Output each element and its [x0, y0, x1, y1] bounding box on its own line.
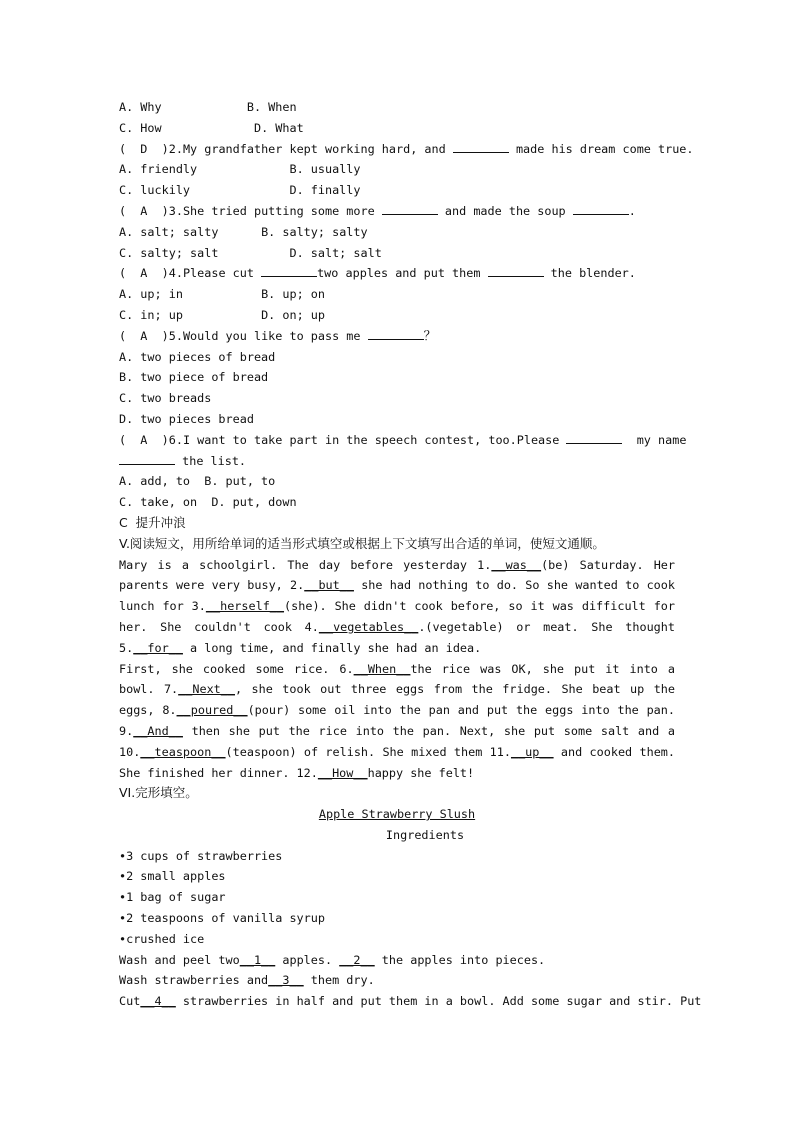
section-6-title: VI.完形填空。: [119, 785, 198, 801]
filled-answer: __but__: [304, 578, 354, 593]
q1-option-a: A. Why: [119, 100, 162, 114]
q1-options-row2: [119, 118, 675, 139]
q2-options-row2: C. luckily D. finally: [119, 183, 361, 198]
cloze-blank: __1__: [239, 952, 276, 967]
cloze-blank: __2__: [339, 952, 375, 967]
recipe-title: Apple Strawberry Slush: [318, 807, 476, 822]
question-6: ( A )6.I want to take part in the speech contest, too.Please my name: [119, 430, 675, 451]
answer-mark: ( A ): [119, 203, 169, 218]
q5-option-a: A. two pieces of bread: [119, 349, 276, 364]
question-6-line2: the list.: [119, 451, 675, 472]
answer-blank: [573, 201, 629, 215]
filled-answer: __vegetables__: [318, 619, 419, 634]
question-5: ( A )5.Would you like to pass me ？: [119, 327, 437, 343]
q3-options-row2: C. salty; salt D. salt; salt: [119, 245, 382, 260]
q1-option-d: D. What: [253, 120, 304, 135]
recipe-subtitle: Ingredients: [385, 827, 465, 842]
q4-options-row1: A. up; in B. up; on: [119, 287, 325, 302]
filled-answer: __herself__: [205, 599, 285, 614]
q1-option-b: B. When: [246, 100, 297, 114]
filled-answer: __up__: [510, 744, 554, 759]
filled-answer: __When__: [353, 661, 411, 676]
question-4: ( A )4.Please cut two apples and put them the blender.: [119, 263, 675, 284]
q2-options-row1: A. friendly B. usually: [119, 162, 361, 177]
filled-answer: __poured__: [176, 703, 248, 718]
answer-blank: [368, 326, 424, 340]
cloze-blank: __3__: [268, 973, 304, 988]
question-3: ( A )3.She tried putting some more and made the soup .: [119, 201, 675, 222]
q3-options-row1: A. salt; salty B. salty; salty: [119, 224, 368, 239]
q4-options-row2: C. in; up D. on; up: [119, 307, 325, 322]
question-2: ( D )2.My grandfather kept working hard, and made his dream come true.: [119, 139, 675, 160]
ingredient-item: •2 teaspoons of vanilla syrup: [119, 911, 325, 926]
q1-option-c: C. How: [119, 120, 162, 135]
recipe-step-3: Cut__4__ strawberries in half and put them in a bowl. Add some sugar and stir. Put: [119, 994, 702, 1009]
section-c-heading: C 提升冲浪: [119, 514, 186, 530]
answer-blank: [261, 263, 317, 277]
answer-mark: ( A ): [119, 328, 169, 343]
q5-option-b: B. two piece of bread: [119, 370, 269, 385]
filled-answer: __Next__: [178, 682, 235, 697]
filled-answer: __was__: [491, 557, 542, 572]
document-page: [119, 97, 702, 1012]
answer-blank: [382, 201, 438, 215]
answer-mark: ( A ): [119, 432, 169, 447]
ingredient-item: •crushed ice: [119, 931, 205, 946]
ingredient-item: •3 cups of strawberries: [119, 848, 283, 863]
q1-options-row1: [119, 97, 675, 118]
answer-blank: [488, 263, 544, 277]
recipe-step-1: Wash and peel two__1__ apples. __2__ the apples into pieces.: [119, 952, 546, 967]
q6-options-row2: C. take, on D. put, down: [119, 495, 297, 510]
filled-answer: __teaspoon__: [140, 744, 226, 759]
recipe-step-2: Wash strawberries and__3__ them dry.: [119, 973, 375, 988]
ingredient-item: •2 small apples: [119, 869, 226, 884]
answer-blank: [566, 430, 622, 444]
passage-paragraph-1: Mary is a schoolgirl. The day before yesterday 1.__was__(be) Saturday. Her parents were very busy, 2.__but__ she had nothing to do. So she wanted to cook lunch for 3.__herself__(she). She didn't cook before, so it was difficult for her. She couldn't cook 4.__vegetables__.(vegetable) or meat. She thought 5.__for__ a long time, and finally she had an idea.: [119, 557, 676, 655]
answer-mark: ( A ): [119, 266, 169, 281]
question-text: My grandfather kept working hard, and: [182, 141, 446, 156]
answer-blank: [453, 139, 509, 153]
cloze-blank: __4__: [140, 994, 176, 1009]
filled-answer: __for__: [133, 640, 183, 655]
q5-option-c: C. two breads: [119, 391, 212, 406]
q5-option-d: D. two pieces bread: [119, 411, 254, 426]
filled-answer: __And__: [133, 723, 183, 738]
answer-blank: [119, 451, 175, 465]
q6-options-row1: A. add, to B. put, to: [119, 474, 276, 489]
answer-mark: ( D ): [119, 141, 169, 156]
section-5-title: V.阅读短文，用所给单词的适当形式填空或根据上下文填写出合适的单词，使短文通顺。: [119, 535, 605, 551]
ingredient-item: •1 bag of sugar: [119, 890, 226, 905]
passage-paragraph-2: First, she cooked some rice. 6.__When__the rice was OK, she put it into a bowl. 7.__Next__, she took out three eggs from the fridge. She beat up the eggs, 8.__poured__(pour) some oil into the pan and put the eggs into the pan. 9.__And__ then she put the rice into the pan. Next, she put some salt and a 10.__teaspoon__(teaspoon) of relish. She mixed them 11.__up__ and cooked them. She finished her dinner. 12.__How__happy she felt!: [119, 661, 676, 780]
filled-answer: __How__: [317, 765, 368, 780]
